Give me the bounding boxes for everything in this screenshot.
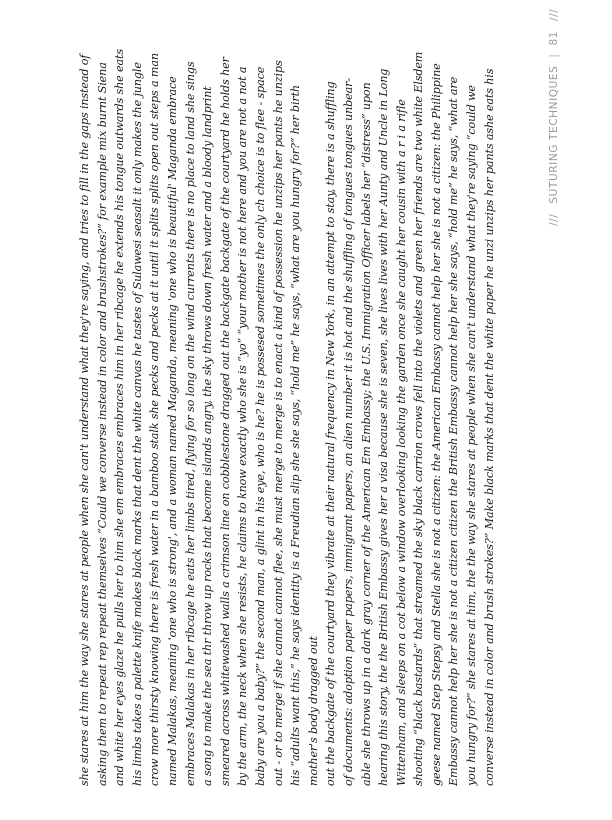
text-line: able she throws up in a dark gray corner of the American Em Embassy; the U.S. Immigration Officer labels her “distress” upon: [359, 82, 373, 786]
text-line: crow more thirsty knowing there is fresh water in a bamboo stalk she pecks and pecks at it until it splits splits open out steps a man: [148, 53, 162, 786]
section-title: SUTURING TECHNIQUES: [548, 65, 560, 204]
text-line: of documents: adoption paper papers, immigrant papers, an alien number it is hot and the shuffling of tongues tongues unbear-: [341, 78, 355, 786]
text-line: mother's body dragged out: [306, 636, 320, 786]
folio-marker-left: ///: [548, 213, 560, 226]
page-number: 81: [548, 30, 560, 46]
text-line: a song to make the sea thr throw up rocks that become islands angry, the sky throws down fresh water and a bloody landprint: [201, 86, 215, 786]
text-line: out the backgate of the courtyard they vibrate at their natural frequency in New York, in an attempt to stay, there is a shuffling: [324, 81, 338, 786]
text-line: Wittenham, and sleeps on a cot below a window overlooking looking the garden once she caught her cousin with a r i a rifle: [394, 99, 408, 786]
folio-divider: |: [548, 53, 560, 58]
text-line: converse instead in color and brush strokes?” Make black marks that dent the white paper he unzi unzips her pants ashe eats his: [482, 68, 496, 786]
text-line: and white her eyes glaze he pulls her to him she em embraces embraces him in her ribcage he extends his tongue outwards she eats: [113, 49, 127, 786]
text-line: geese named Step Stepsy and Stella she is not a citizen: the American Embassy cannot help her she is not a citizen: the Philippine: [429, 63, 443, 786]
text-line: shooting “black bastards” that streamed the sky black carrion crows fell into the violets and green her friends are two white Elsdem: [412, 51, 426, 786]
text-line: hearing this story, the the British Embassy gives her a visa because she is seven, she lives lives with her Aunty and Uncle in Long: [377, 68, 391, 786]
text-line: Embassy cannot help her she is not a citizen citizen the British Embassy cannot help her she says, “hold me” he says, “what are: [447, 76, 461, 786]
text-line: smeared across whitewashed walls a crimson line on cobblestone dragged out the backgate backgate of the courtyard he holds her: [218, 57, 232, 786]
body-text: [76, 26, 498, 786]
text-line: you hungry for?” she stares at him, the the way she stares at people when she can't understand what they're saying “could we: [465, 85, 479, 786]
running-footer: [548, 9, 560, 226]
text-line: she stares at him the way she stares at people when she can't understand what they're saying, and tries to fill in the gaps instead of: [78, 54, 91, 786]
text-line: out - or to merge if she cannot cannot flee, she must merge to merge is to enact a kind of possession he unzips her pants he unzips: [271, 60, 285, 786]
text-line: his “adults want this,” he says identity is a Freudian slip she she says, “hold me” he says, “what are you hungry for?” her birth: [289, 85, 303, 786]
text-line: embraces Malakas in her ribcage he eats her limbs tired, flying for so long on the wind currents there is no place to land she sings: [183, 61, 197, 786]
text-line: his limbs takes a palette knife makes black marks that dent the white canvas he tastes of Sulawesi seasalt it only makes the jungle: [130, 62, 144, 786]
rotated-text-block: [76, 8, 560, 786]
text-line: baby are you a baby?” the second man, a glint in his eye, who is he? he is possesed sometimes the only ch choice is to flee - space: [253, 66, 267, 786]
folio-marker-right: ///: [548, 8, 560, 22]
text-line: asking them to repeat rep repeat themselves “Could we converse instead in color and brushstrokes?” for example mix burnt Siena: [95, 62, 109, 786]
text-line: named Malakas, meaning 'one who is strong', and a woman named Maganda, meaning 'one who is beautiful' Maganda embrace: [165, 76, 179, 786]
text-line: by the arm, the neck when she resists, he claims to know exactly who she is “yo” “your mother is not here and you are not a not a: [236, 66, 250, 786]
